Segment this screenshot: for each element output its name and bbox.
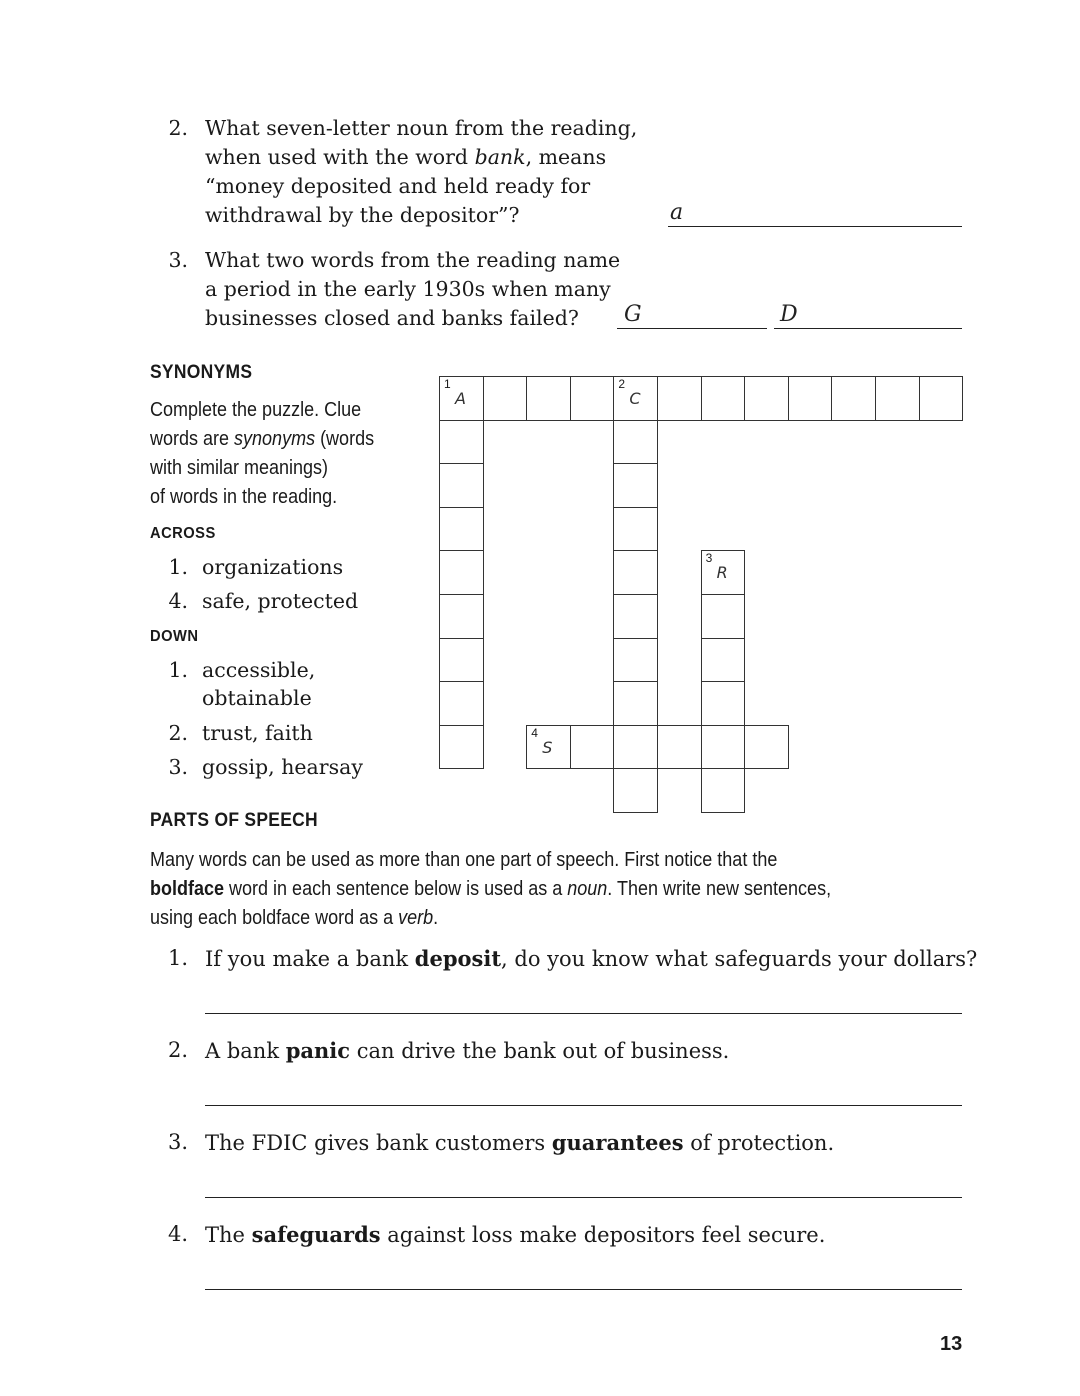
synonyms-instructions: Complete the puzzle. Clue words are synonyms (words with similar meanings) of words in the reading. <box>150 399 375 508</box>
answer-line[interactable] <box>668 226 962 227</box>
crossword-cell[interactable] <box>701 594 746 639</box>
crossword-cell[interactable] <box>613 507 658 552</box>
crossword-cell[interactable] <box>613 681 658 726</box>
section-heading-synonyms: SYNONYMS <box>150 362 253 383</box>
handwritten-answer: G <box>624 302 642 327</box>
sentence-answer-line[interactable] <box>205 1197 962 1198</box>
crossword-cell[interactable] <box>744 725 789 770</box>
question-number: 2. <box>168 116 188 140</box>
crossword-cell[interactable] <box>613 550 658 595</box>
crossword-cell[interactable] <box>439 463 484 508</box>
across-heading: ACROSS <box>150 525 216 542</box>
crossword-cell[interactable] <box>570 725 615 770</box>
crossword-cell[interactable] <box>439 638 484 683</box>
section-heading-parts-of-speech: PARTS OF SPEECH <box>150 810 318 831</box>
crossword-handwritten-letter: C <box>629 389 641 408</box>
down-heading: DOWN <box>150 628 199 645</box>
crossword-cell[interactable] <box>439 507 484 552</box>
question-text-line: “money deposited and held ready for <box>205 174 591 198</box>
answer-line[interactable] <box>617 328 767 329</box>
sentence-answer-line[interactable] <box>205 1013 962 1014</box>
crossword-cell[interactable] <box>613 376 658 421</box>
question-text-line: What seven-letter noun from the reading, <box>205 116 638 140</box>
page-number: 13 <box>940 1333 963 1355</box>
crossword-cell[interactable] <box>526 376 571 421</box>
crossword-cell[interactable] <box>701 681 746 726</box>
handwritten-answer: a <box>670 200 684 225</box>
crossword-cell[interactable] <box>657 376 702 421</box>
crossword-cell[interactable] <box>613 594 658 639</box>
crossword-cell[interactable] <box>788 376 833 421</box>
crossword-cell[interactable] <box>875 376 920 421</box>
handwritten-answer: D <box>780 302 798 327</box>
question-text-line: withdrawal by the depositor”? <box>205 203 520 227</box>
crossword-clue-number: 4 <box>531 725 538 740</box>
crossword-cell[interactable] <box>613 725 658 770</box>
crossword-cell[interactable] <box>919 376 964 421</box>
crossword-cell[interactable] <box>613 768 658 813</box>
sentence-answer-line[interactable] <box>205 1289 962 1290</box>
crossword-cell[interactable] <box>613 420 658 465</box>
crossword-cell[interactable] <box>570 376 615 421</box>
crossword-cell[interactable] <box>744 376 789 421</box>
crossword-clue-number: 1 <box>444 377 451 391</box>
crossword-cell[interactable] <box>613 638 658 683</box>
crossword-cell[interactable] <box>701 376 746 421</box>
crossword-cell[interactable] <box>483 376 528 421</box>
crossword-cell[interactable] <box>657 725 702 770</box>
crossword-cell[interactable] <box>701 768 746 813</box>
crossword-handwritten-letter: S <box>542 737 553 757</box>
crossword-clue-number: 3 <box>705 551 713 566</box>
question-text-line: businesses closed and banks failed? <box>205 306 579 330</box>
answer-line[interactable] <box>774 328 962 329</box>
crossword-cell[interactable] <box>439 681 484 726</box>
crossword-cell[interactable] <box>526 725 571 770</box>
crossword-cell[interactable] <box>439 725 484 770</box>
crossword-cell[interactable] <box>439 594 484 639</box>
question-number: 3. <box>168 248 188 272</box>
crossword-cell[interactable] <box>701 638 746 683</box>
crossword-clue-number: 2 <box>618 377 626 391</box>
crossword-cell[interactable] <box>439 420 484 465</box>
sentence-answer-line[interactable] <box>205 1105 962 1106</box>
crossword-cell[interactable] <box>439 550 484 595</box>
question-3 <box>160 246 980 336</box>
crossword-cell[interactable] <box>701 550 746 595</box>
question-2 <box>160 114 980 234</box>
crossword-cell[interactable] <box>613 463 658 508</box>
question-text-line: when used with the word bank, means <box>205 145 607 169</box>
crossword-cell[interactable] <box>701 725 746 770</box>
question-text-line: What two words from the reading name <box>205 248 621 272</box>
crossword-handwritten-letter: R <box>716 563 728 583</box>
question-text-line: a period in the early 1930s when many <box>205 277 611 301</box>
crossword-cell[interactable] <box>439 376 484 421</box>
crossword-handwritten-letter: A <box>455 389 466 408</box>
parts-of-speech-instructions: Many words can be used as more than one part of speech. First notice that the boldface word in each sentence below is used as a noun. Then write new sentences, using each boldface word as a verb. <box>150 849 832 929</box>
crossword-cell[interactable] <box>831 376 876 421</box>
